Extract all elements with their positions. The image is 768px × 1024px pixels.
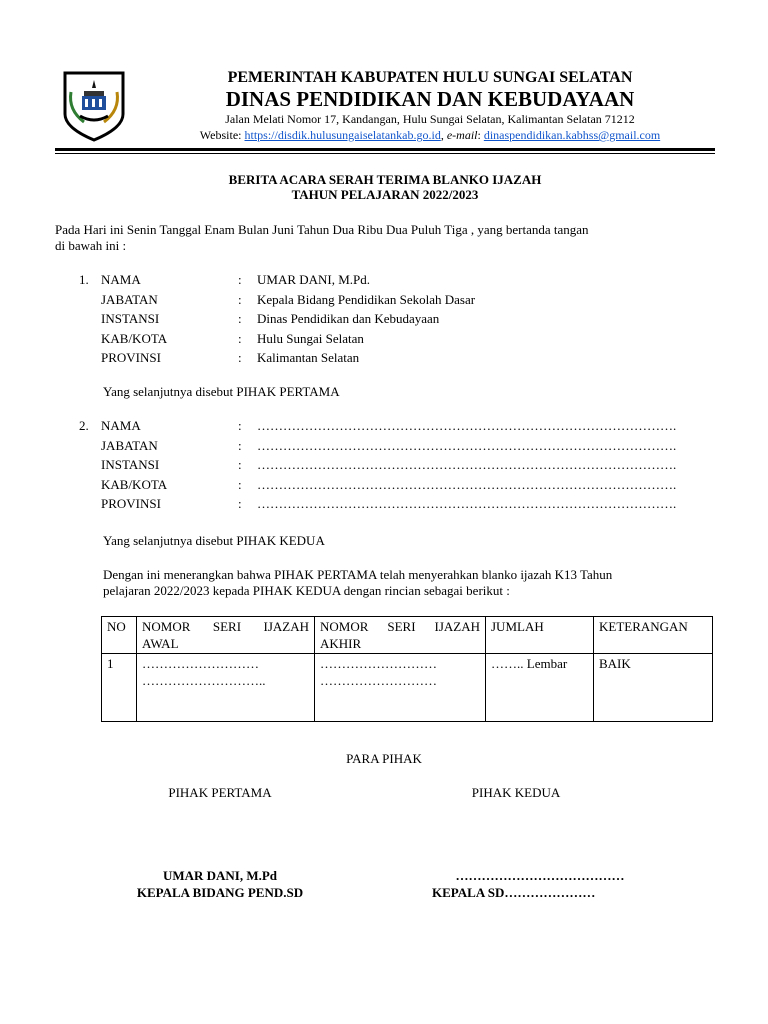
party1-label: KAB/KOTA (101, 330, 168, 346)
party1-label: JABATAN (101, 291, 158, 307)
statement-line-1: Dengan ini menerangkan bahwa PIHAK PERTAMA telah menyerahkan blanko ijazah K13 Tahun (103, 567, 613, 582)
header-no: NO (102, 617, 137, 654)
party1-value: Kepala Bidang Pendidikan Sekolah Dasar (257, 291, 476, 307)
party1-note: Yang selanjutnya disebut PIHAK PERTAMA (103, 384, 340, 399)
document-title: BERITA ACARA SERAH TERIMA BLANKO IJAZAH (228, 172, 542, 187)
cell-no: 1 (102, 654, 137, 722)
intro-line-2: di bawah ini : (55, 238, 127, 253)
intro-line-1: Pada Hari ini Senin Tanggal Enam Bulan Juni Tahun Dua Ribu Dua Puluh Tiga , yang bertanda tangan (55, 222, 589, 237)
party2-value: ……………………………………………………………………………………. (257, 418, 677, 433)
website-label: Website: (199, 128, 245, 142)
party2-colon: : (238, 457, 242, 472)
left-role: PIHAK PERTAMA (168, 785, 272, 800)
header-contact (140, 128, 720, 143)
party1-colon: : (238, 311, 242, 326)
party1-colon: : (238, 272, 242, 287)
header-agency: DINAS PENDIDIKAN DAN KEBUDAYAAN (225, 87, 635, 111)
document-subtitle: TAHUN PELAJARAN 2022/2023 (291, 187, 479, 202)
party1-value: Kalimantan Selatan (257, 350, 360, 365)
cell-seri-akhir: ……………………… ……………………… (315, 654, 486, 722)
party2-colon: : (238, 476, 242, 492)
party1-colon: : (238, 350, 242, 365)
handover-table (101, 616, 713, 722)
party2-label: INSTANSI (101, 457, 160, 472)
party2-label: NAMA (101, 418, 141, 433)
header-government: PEMERINTAH KABUPATEN HULU SUNGAI SELATAN (227, 69, 633, 86)
header-rule-thick (55, 148, 715, 151)
party2-value: ……………………………………………………………………………………. (257, 496, 677, 511)
party2-value: ……………………………………………………………………………………. (257, 457, 677, 472)
party1-label: INSTANSI (101, 311, 160, 326)
party1-value: Hulu Sungai Selatan (257, 330, 364, 346)
party1-number: 1. (79, 272, 89, 287)
party2-label: PROVINSI (101, 496, 161, 511)
party2-number: 2. (79, 418, 89, 433)
para-pihak-heading: PARA PIHAK (346, 751, 422, 766)
party1-colon: : (238, 291, 242, 307)
party2-colon: : (238, 496, 242, 511)
website-link[interactable]: https://disdik.hulusungaiselatankab.go.id (244, 128, 441, 142)
table-row (102, 654, 713, 722)
email-label: e-mail (446, 128, 478, 142)
party2-value: ……………………………………………………………………………………. (257, 476, 677, 492)
header-jumlah: JUMLAH (486, 617, 594, 654)
left-signer-name: UMAR DANI, M.Pd (162, 868, 278, 883)
email-link[interactable]: dinaspendidikan.kabhss@gmail.com (483, 128, 661, 142)
party2-colon: : (238, 418, 242, 433)
party2-label: KAB/KOTA (101, 476, 168, 492)
header-rule-thin (55, 153, 715, 154)
left-signer-title: KEPALA BIDANG PEND.SD (136, 885, 304, 900)
email-separator: , (440, 128, 447, 142)
party2-note: Yang selanjutnya disebut PIHAK KEDUA (103, 533, 325, 548)
header-address: Jalan Melati Nomor 17, Kandangan, Hulu Sungai Selatan, Kalimantan Selatan 71212 (225, 112, 635, 126)
cell-seri-awal: ……………………… ……………………….. (137, 654, 315, 722)
header-seri-akhir: NOMOR SERI IJAZAH AKHIR (315, 617, 486, 654)
table-header-row (102, 617, 713, 654)
statement-line-2: pelajaran 2022/2023 kepada PIHAK KEDUA dengan rincian sebagai berikut : (103, 583, 510, 598)
party2-label: JABATAN (101, 437, 158, 453)
email-colon: : (477, 128, 484, 142)
party2-value: ……………………………………………………………………………………. (257, 437, 677, 453)
right-role: PIHAK KEDUA (471, 785, 561, 800)
cell-keterangan: BAIK (594, 654, 713, 722)
regency-emblem-icon (62, 70, 126, 142)
party1-label: PROVINSI (101, 350, 161, 365)
party1-label: NAMA (101, 272, 141, 287)
cell-jumlah: …….. Lembar (486, 654, 594, 722)
right-signer-name: ………………………………… (455, 868, 625, 883)
header-seri-awal: NOMOR SERI IJAZAH AWAL (137, 617, 315, 654)
party1-value: Dinas Pendidikan dan Kebudayaan (257, 311, 440, 326)
party2-colon: : (238, 437, 242, 453)
party1-colon: : (238, 330, 242, 346)
party1-value: UMAR DANI, M.Pd. (257, 272, 371, 287)
right-signer-title: KEPALA SD………………… (432, 885, 596, 900)
header-keterangan: KETERANGAN (594, 617, 713, 654)
